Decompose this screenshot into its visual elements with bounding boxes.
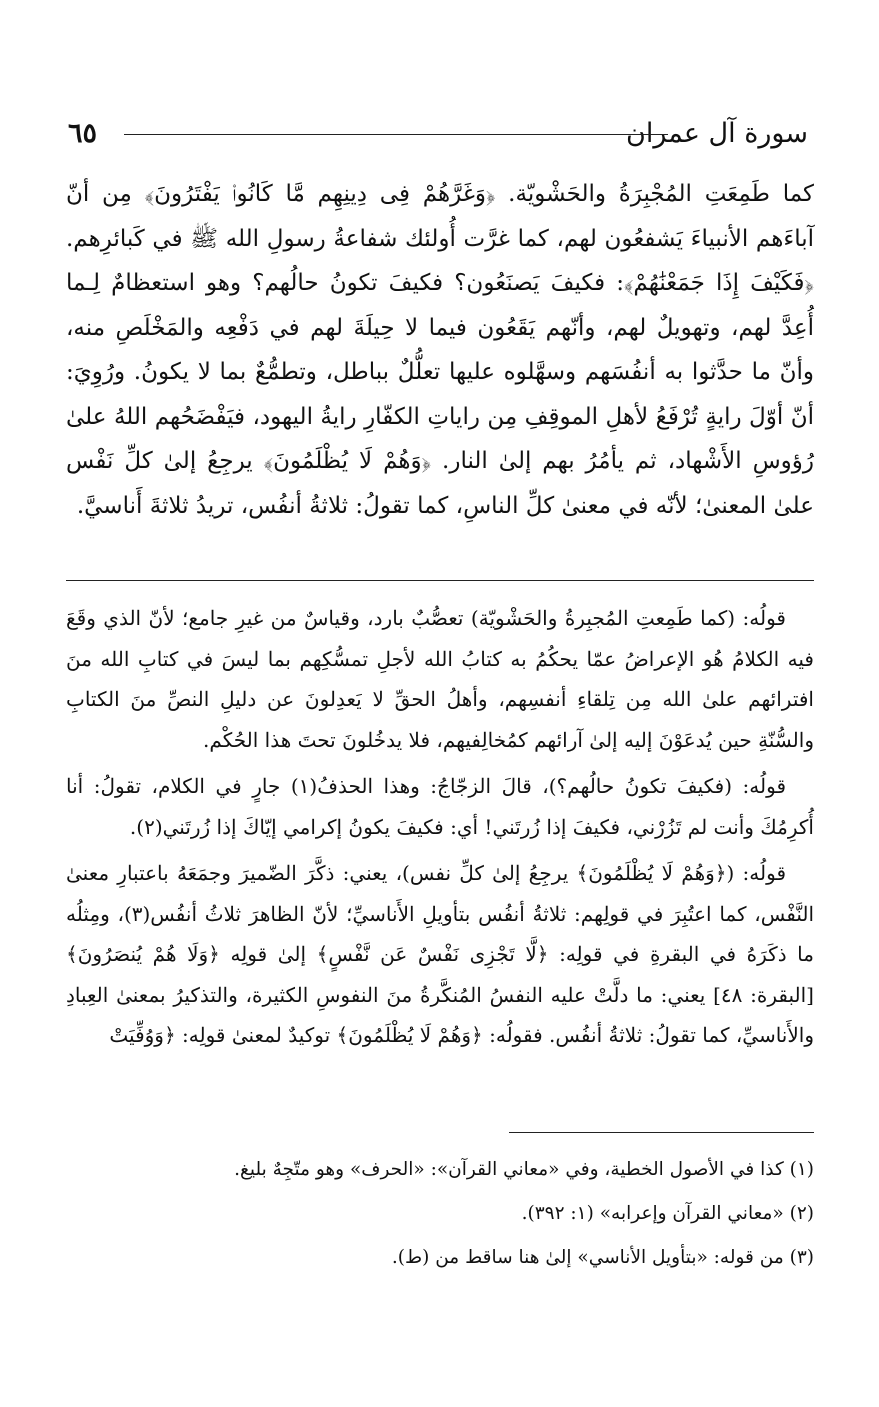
commentary-section bbox=[66, 598, 814, 1123]
main-text: كما طَمِعَتِ المُجْبِرَةُ والحَشْويّة. ﴿وَغَرَّهُمْ فِى دِينِهِم مَّا كَانُوا۟ يَفْتَرُونَ﴾ مِن أنّ آباءَهم الأنبياءَ يَشفعُون لهم، كما غرَّت أُولئك شفاعةُ رسولِ الله ﷺ في كَبائرِهم. ﴿فَكَيْفَ إِذَا جَمَعْنَٰهُمْ﴾: فكيفَ يَصنَعُون؟ فكيفَ تكونُ حالُهم؟ وهو استعظامٌ لِـما أُعِدَّ لهم، وتهويلٌ لهم، وأنّهم يَقَعُون فيما لا حِيلَةَ لهم في دَفْعِه والمَخْلَصِ منه، وأنّ ما حدَّثوا به أنفُسَهم وسهَّلوه عليها تعلُّلٌ بباطل، وتطمُّعٌ بما لا يكونُ. ورُوِيَ: أنّ أوّلَ رايةٍ تُرْفَعُ لأهلِ الموقِفِ مِن راياتِ الكفّارِ رايةُ اليهود، فيَفْضَحُهم اللهُ علىٰ رُؤوسِ الأَشْهاد، ثم يأمُرُ بهم إلىٰ النار. ﴿وَهُمْ لَا يُظْلَمُونَ﴾ يرجِعُ إلىٰ كلِّ نَفْس علىٰ المعنىٰ؛ لأنّه في معنىٰ كلِّ الناسِ، كما تقولُ: ثلاثةُ أنفُس، تريدُ ثلاثةَ أَناسيَّ. bbox=[66, 181, 814, 519]
page-header bbox=[68, 112, 808, 156]
footnote: (١) كذا في الأصول الخطية، وفي «معاني القرآن»: «الحرف» وهو متّجِهٌ بليغ. bbox=[234, 1159, 814, 1180]
footnote-rule bbox=[509, 1132, 814, 1133]
commentary-paragraph: قولُه: (﴿وَهُمْ لَا يُظْلَمُونَ﴾ يرجِعُ إلىٰ كلِّ نفس)، يعني: ذكَّرَ الضّميرَ وجمَعَهُ باعتبارِ معنىٰ النَّفْس، كما اعتُبِرَ في قولِهم: ثلاثةُ أنفُس بتأويلِ الأَناسيِّ؛ لأنّ الظاهرَ ثلاثُ أنفُس(٣)، ومِثلُه ما ذكَرَهُ في البقرةِ في قولِه: ﴿لَّا تَجْزِى نَفْسٌ عَن نَّفْسٍ﴾ إلىٰ قولِه ﴿وَلَا هُمْ يُنصَرُونَ﴾ [البقرة: ٤٨] يعني: ما دلَّتْ عليه النفسُ المُنكَّرةُ منَ النفوسِ الكثيرة، والتذكيرُ بمعنىٰ العِبادِ والأَناسيِّ، كما تقولُ: ثلاثةُ أنفُس. فقولُه: ﴿وَهُمْ لَا يُظْلَمُونَ﴾ توكيدٌ لمعنىٰ قولِه: ﴿وَوُفِّيَتْ bbox=[66, 861, 814, 1047]
commentary-paragraph: قولُه: (فكيفَ تكونُ حالُهم؟)، قالَ الزجّاجُ: وهذا الحذفُ(١) جارٍ في الكلام، تقولُ: أنا أُكرِمُكَ وأنت لم تَزُرْني، فكيفَ إذا زُرتَني! أي: فكيفَ يكونُ إكرامي إيّاكَ إذا زُرتَني(٢). bbox=[66, 774, 814, 839]
page-number: ٦٥ bbox=[68, 118, 98, 149]
commentary-paragraph: قولُه: (كما طَمِعتِ المُجبِرةُ والحَشْويّة) تعصُّبٌ بارد، وقياسٌ من غيرِ جامع؛ لأنّ الذي وقَعَ فيه الكلامُ هُو الإعراضُ عمّا يحكُمُ به كتابُ الله لأجلِ تمسُّكِهم بما ليسَ في كتابِ الله منَ افترائهم علىٰ الله مِن تِلقاءِ أنفسِهم، وأهلُ الحقِّ لا يَعدِلونَ عن دليلِ النصِّ منَ الكتابِ والسُّنّةِ حين يُدعَوْنَ إليه إلىٰ آرائهم كمُخالِفيهم، فلا يدخُلونَ تحتَ هذا الحُكْم. bbox=[66, 606, 814, 752]
section-divider bbox=[66, 580, 814, 581]
running-title: سورة آل عمران bbox=[626, 118, 808, 149]
footnote: (٣) من قوله: «بتأويل الأناسي» إلىٰ هنا ساقط من (ط). bbox=[391, 1247, 814, 1268]
header-rule bbox=[124, 134, 668, 135]
footnote: (٢) «معاني القرآن وإعرابه» (١: ٣٩٢). bbox=[521, 1203, 814, 1224]
footnotes bbox=[66, 1148, 814, 1280]
